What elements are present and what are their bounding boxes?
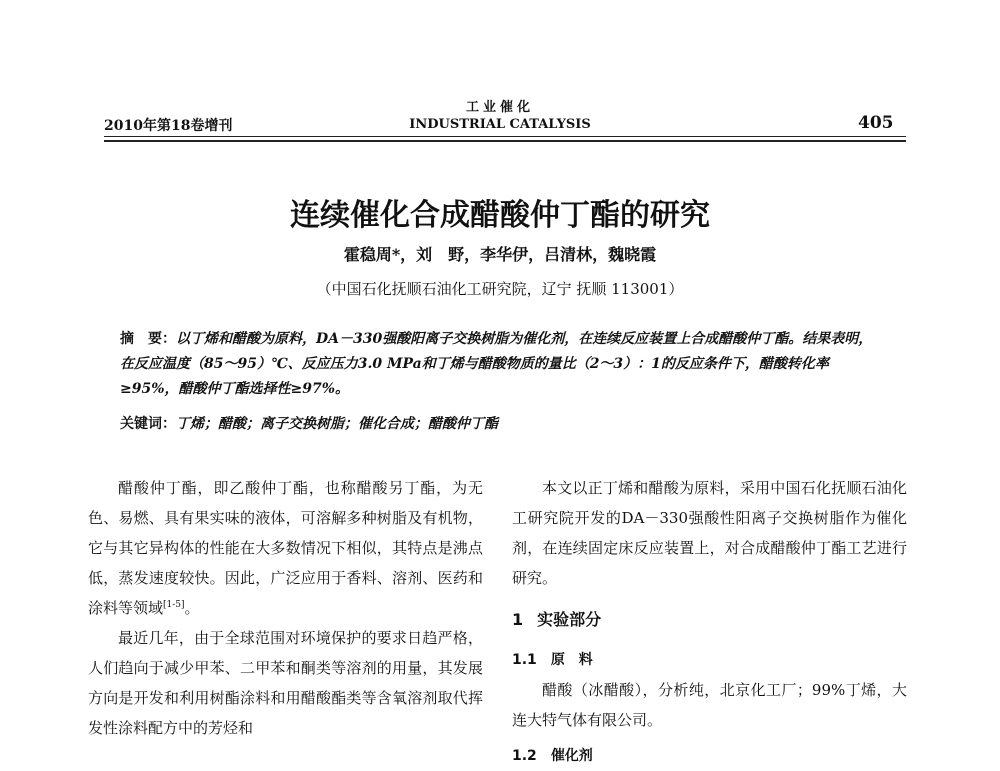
section-1-1-heading xyxy=(512,645,907,675)
section-1-number: 1 xyxy=(512,610,524,629)
affiliation: （中国石化抚顺石油化工研究院，辽宁 抚顺 113001） xyxy=(316,280,684,298)
keywords-text: 丁烯；醋酸；离子交换树脂；催化合成；醋酸仲丁酯 xyxy=(176,416,498,432)
intro-paragraph-2: 最近几年，由于全球范围对环境保护的要求日趋严格，人们趋向于减少甲苯、二甲苯和酮类等溶剂的用量，其发展方向是开发和利用树酯涂料和用醋酸酯类等含氧溶剂取代挥发性涂料配方中的芳烃和 xyxy=(88,629,483,737)
journal-header xyxy=(380,96,620,132)
page-number: 405 xyxy=(858,113,894,133)
right-column xyxy=(512,473,907,771)
abstract-text: 以丁烯和醋酸为原料，DA－330强酸阳离子交换树脂为催化剂，在连续反应装置上合成醋酸仲丁酯。结果表明，在反应温度（85～95）℃、反应压力3.0 MPa和丁烯与醋酸物质的量比（2～3）：1的反应条件下，醋酸转化率≥95%，醋酸仲丁酯选择性≥97%。 xyxy=(120,331,873,397)
journal-name-en: INDUSTRIAL CATALYSIS xyxy=(409,117,591,132)
section-1-title: 实验部分 xyxy=(537,610,602,629)
intro-paragraph-1 xyxy=(88,473,483,623)
section-1-2-heading xyxy=(512,741,907,771)
section-1-2-number: 1.2 xyxy=(512,748,537,764)
intro-paragraph-1-text: 醋酸仲丁酯，即乙酸仲丁酯，也称醋酸另丁酯，为无色、易燃、具有果实味的液体，可溶解多种树脂及有机物，它与其它异构体的性能在大多数情况下相似，其特点是沸点低，蒸发速度较快。因此，广泛应用于香料、溶剂、医药和涂料等领域 xyxy=(88,479,483,617)
section-1-1-title: 原 料 xyxy=(550,652,593,668)
intro-paragraph-3: 本文以正丁烯和醋酸为原料，采用中国石化抚顺石油化工研究院开发的DA－330强酸性阳离子交换树脂作为催化剂，在连续固定床反应装置上，对合成醋酸仲丁酯工艺进行研究。 xyxy=(512,479,907,587)
intro-paragraph-1-end: 。 xyxy=(184,599,200,617)
header-rule-thick xyxy=(104,140,906,142)
section-1-1-number: 1.1 xyxy=(512,652,537,668)
abstract xyxy=(120,327,880,402)
section-1-2-title: 催化剂 xyxy=(550,748,593,764)
keywords xyxy=(120,413,880,433)
abstract-label: 摘 要： xyxy=(120,331,176,347)
authors: 霍稳周*，刘 野，李华伊，吕清林，魏晓霞 xyxy=(343,245,657,264)
keywords-label: 关键词： xyxy=(120,416,176,432)
paper-title: 连续催化合成醋酸仲丁酯的研究 xyxy=(290,198,710,233)
section-1-heading xyxy=(512,605,907,635)
left-column xyxy=(88,473,483,743)
issue-label: 2010年第18卷增刊 xyxy=(104,118,233,134)
citation-ref: [1-5] xyxy=(163,600,185,610)
materials-paragraph: 醋酸（冰醋酸），分析纯，北京化工厂；99%丁烯，大连大特气体有限公司。 xyxy=(512,681,907,729)
journal-name-cn: 工业催化 xyxy=(465,100,534,115)
header-rule-thin xyxy=(104,136,906,137)
